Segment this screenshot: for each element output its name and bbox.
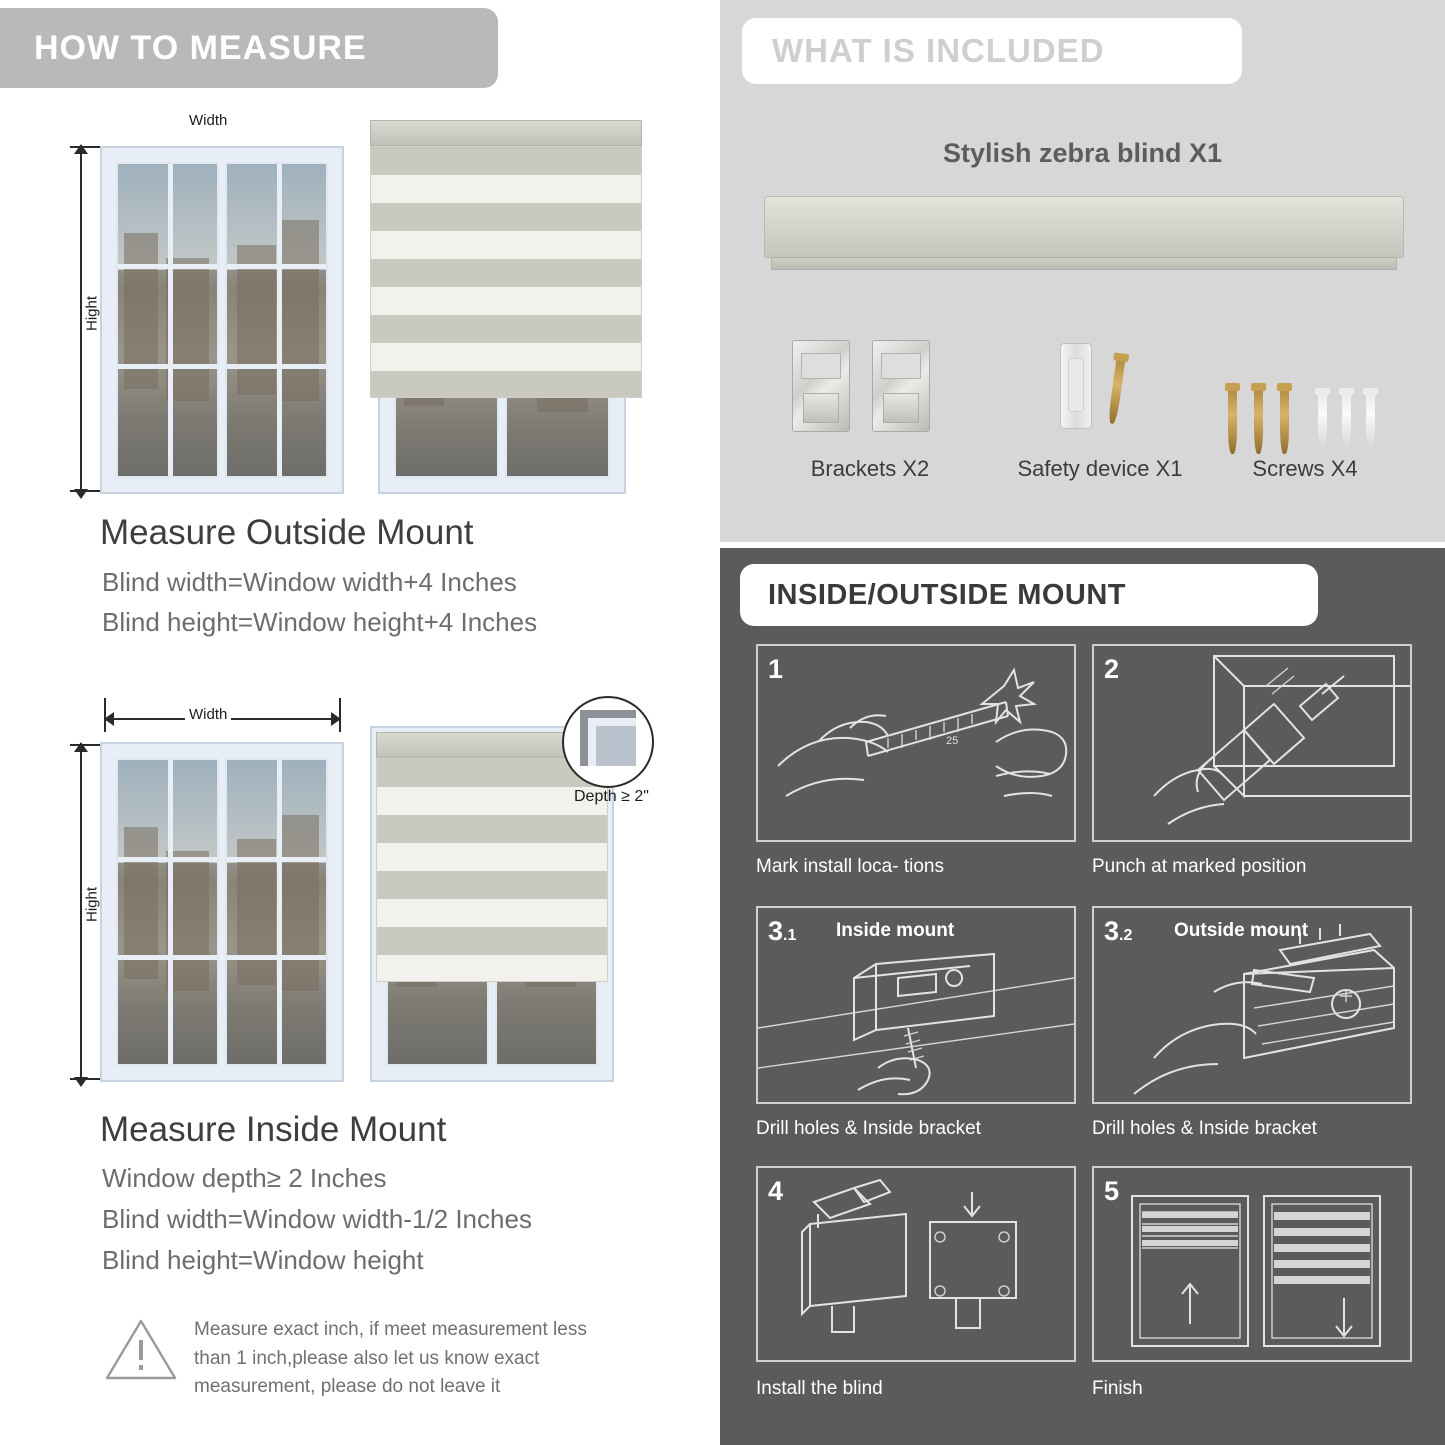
step-4-figure: [756, 1166, 1076, 1362]
outside-window-frame: [100, 146, 344, 494]
step-4: [756, 1166, 1076, 1416]
window-pane-right: [225, 758, 328, 1066]
step-3-2-caption: Drill holes & Inside bracket: [1092, 1118, 1317, 1139]
step-1: [756, 644, 1076, 892]
mount-title: INSIDE/OUTSIDE MOUNT: [768, 578, 1127, 611]
step-5-figure: [1092, 1166, 1412, 1362]
inside-mount-title: Measure Inside Mount: [100, 1110, 447, 1149]
zebra-stripe: [371, 175, 641, 203]
outside-mount-illustration: [0, 100, 712, 500]
step-3-2-figure: [1092, 906, 1412, 1104]
mullion: [168, 760, 173, 1064]
screw-gold-2: [1254, 388, 1263, 454]
outside-height-label: Hight: [84, 280, 101, 348]
inside-mount-illustration: [0, 696, 712, 1096]
inside-width-tick-right: [339, 698, 341, 732]
step-4-number: 4: [768, 1176, 784, 1206]
mount-header: [740, 564, 1318, 626]
svg-text:25: 25: [946, 735, 959, 747]
building-shape: [281, 815, 319, 991]
inside-width-tick-left: [104, 698, 106, 732]
step-1-figure: [756, 644, 1076, 842]
inside-mount-line-3: Blind height=Window height: [102, 1245, 424, 1275]
screw-gold-1: [1228, 388, 1237, 454]
window-pane-right: [225, 162, 328, 478]
included-main-item-label: Stylish zebra blind X1: [942, 138, 1223, 168]
screws-label: Screws X4: [1252, 456, 1358, 481]
zebra-stripe: [371, 231, 641, 259]
zebra-stripe: [377, 871, 607, 899]
blind-headrail: [370, 120, 642, 146]
inside-height-dimension-line: [80, 750, 82, 1080]
safety-device-part: [1060, 343, 1092, 429]
how-to-measure-panel: [0, 0, 712, 1445]
step-5: [1092, 1166, 1412, 1416]
wall-anchor-2: [1342, 392, 1351, 448]
step-5-drawing: [1094, 1168, 1410, 1360]
step-2-figure: [1092, 644, 1412, 842]
building-shape: [281, 220, 319, 401]
zebra-stripe: [377, 955, 607, 982]
step-3-2: [1092, 906, 1412, 1154]
inside-mount-line-1: Window depth≥ 2 Inches: [102, 1163, 387, 1193]
safety-device-screw: [1107, 358, 1125, 425]
measure-note-text: Measure exact inch, if meet measurement less than 1 inch,please also let us know exact measurement, please do not leave it: [194, 1319, 587, 1397]
zebra-blind-product: [764, 196, 1404, 258]
depth-label: Depth ≥ 2": [574, 788, 649, 805]
step-3-1-inline-label: Inside mount: [836, 920, 955, 941]
brackets-label: Brackets X2: [810, 456, 930, 481]
step-2-drawing: [1094, 646, 1410, 840]
zebra-stripe: [371, 371, 641, 398]
bracket-part-1: [792, 340, 850, 432]
step-3-2-number: 3.2: [1104, 916, 1133, 946]
step-4-drawing: [758, 1168, 1074, 1360]
mullion: [168, 164, 173, 476]
zebra-stripe: [377, 927, 607, 955]
inside-outside-mount-panel: [720, 548, 1445, 1445]
mullion: [277, 760, 282, 1064]
step-2-caption: Punch at marked position: [1092, 856, 1307, 877]
what-is-included-header: [742, 18, 1242, 84]
screw-gold-3: [1280, 388, 1289, 454]
window-pane-left: [116, 162, 219, 478]
step-3-2-inline-label: Outside mount: [1174, 920, 1309, 941]
inside-mount-line-2: Blind width=Window width-1/2 Inches: [102, 1204, 532, 1234]
step-2: [1092, 644, 1412, 892]
how-to-measure-title: HOW TO MEASURE: [34, 28, 367, 67]
step-3-1-caption: Drill holes & Inside bracket: [756, 1118, 981, 1139]
zebra-fabric: [370, 146, 642, 398]
bracket-part-2: [872, 340, 930, 432]
what-is-included-title: WHAT IS INCLUDED: [772, 32, 1105, 69]
safety-device-label: Safety device X1: [1017, 456, 1183, 481]
warning-icon: [104, 1316, 178, 1382]
zebra-stripe: [377, 787, 607, 815]
zebra-stripe: [377, 815, 607, 843]
zebra-stripe: [371, 147, 641, 175]
zebra-stripe: [371, 287, 641, 315]
step-5-number: 5: [1104, 1176, 1120, 1206]
zebra-stripe: [371, 315, 641, 343]
step-2-number: 2: [1104, 654, 1120, 684]
step-1-drawing: [758, 646, 1074, 840]
zebra-stripe: [371, 259, 641, 287]
outside-mount-title: Measure Outside Mount: [100, 513, 474, 552]
outside-height-dimension-line: [80, 152, 82, 492]
what-is-included-panel: [720, 0, 1445, 542]
window-pane-left: [116, 758, 219, 1066]
step-5-caption: Finish: [1092, 1378, 1143, 1399]
zebra-stripe: [377, 899, 607, 927]
outside-mount-blind-window: [370, 120, 642, 494]
inside-mount-blind-window: [370, 726, 614, 1082]
step-1-caption: Mark install loca- tions: [756, 856, 944, 877]
step-3-1: [756, 906, 1076, 1154]
mullion: [277, 164, 282, 476]
step-4-caption: Install the blind: [756, 1378, 883, 1399]
inside-width-label: Width: [185, 706, 231, 723]
step-3-1-figure: [756, 906, 1076, 1104]
wall-anchor-1: [1318, 392, 1327, 448]
how-to-measure-header: [0, 8, 498, 88]
step-3-1-number: 3.1: [768, 916, 797, 946]
depth-callout-shadow: [596, 726, 636, 766]
depth-callout-circle: [562, 696, 654, 788]
outside-mount-line-1: Blind width=Window width+4 Inches: [102, 567, 517, 597]
outside-mount-line-2: Blind height=Window height+4 Inches: [102, 607, 538, 637]
inside-window-frame: [100, 742, 344, 1082]
outside-window-panes: [116, 162, 328, 478]
zebra-stripe: [371, 203, 641, 231]
measure-note: [104, 1316, 624, 1402]
zebra-stripe: [371, 343, 641, 371]
inside-window-panes: [116, 758, 328, 1066]
wall-anchor-3: [1366, 392, 1375, 448]
step-1-number: 1: [768, 654, 784, 684]
inside-height-label: Hight: [84, 871, 101, 939]
outside-width-label: Width: [185, 112, 231, 129]
zebra-stripe: [377, 843, 607, 871]
